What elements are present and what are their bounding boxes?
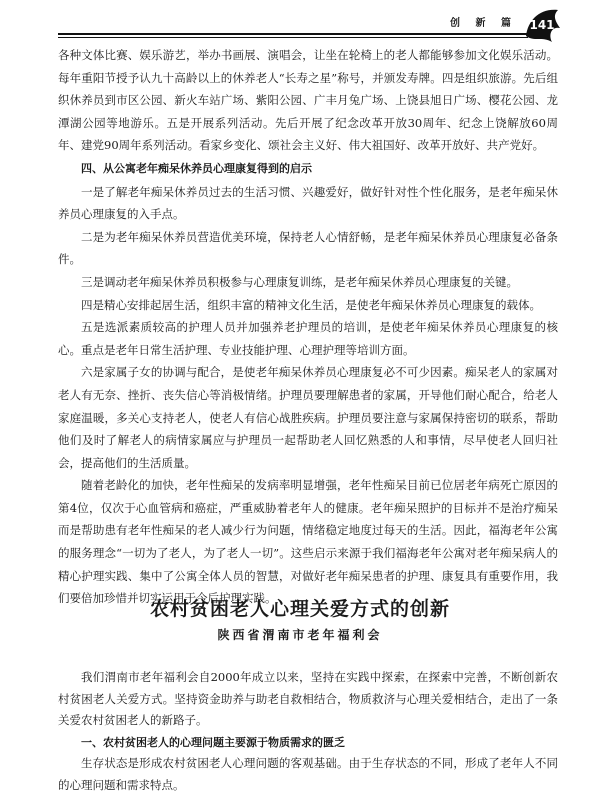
header-rule-thin (58, 37, 528, 38)
section-heading-text: 四、从公寓老年痴呆休养员心理康复得到的启示 (81, 161, 312, 175)
paragraph-insight-3: 三是调动老年痴呆休养员积极参与心理康复训练，是老年痴呆休养员心理康复的关键。 (81, 274, 518, 289)
paragraph-insight-2: 二是为老年痴呆休养员营造优美环境，保持老人心情舒畅，是老年痴呆休养员心理康复必备条件。 (58, 229, 558, 267)
paragraph-insight-5: 五是选派素质较高的护理人员并加强养老护理员的培训，是使老年痴呆休养员心理康复的核心。重点是老年日常生活护理、专业技能护理、心理护理等培训方面。 (58, 320, 558, 357)
article2-author: 陕西省渭南市老年福利会 (217, 628, 383, 642)
article2-paragraph-2: 生存状态是形成农村贫困老人心理问题的客观基础。由于生存状态的不同，形成了老年人不同的心理问题和需求特点。 (58, 756, 558, 792)
header-rule (58, 33, 528, 35)
article2-paragraph-intro: 我们渭南市老年福利会自2000年成立以来，坚持在实践中探索，在探索中完善，不断创新农村贫困老人关爱方式。坚持资金助养与助老自救相结合，物质救济与心理关爱相结合，走出了一条关爱农村贫困老人的新路子。 (58, 670, 558, 727)
paragraph-insight-6: 六是家属子女的协调与配合，是使老年痴呆休养员心理康复必不可少因素。痴呆老人的家属对老人有无奈、挫折、丧失信心等消极情绪。护理员要理解患者的家属，开导他们耐心配合，给老人家庭温暖，多关心支持老人，使老人有信心战胜疾病。护理员要注意与家属保持密切的联系，帮助他们及时了解老人的病情家属应与护理员一起帮助老人回忆熟悉的人和事情，尽早使老人回归社会，提高他们的生活质量。 (58, 365, 558, 470)
page-header (0, 0, 600, 44)
article2-title: 农村贫困老人心理关爱方式的创新 (149, 598, 450, 620)
running-head: 创 新 篇 (450, 18, 517, 29)
article2-section-heading-1 (58, 732, 558, 754)
page-number: 141 (529, 18, 555, 32)
paragraph-insight-4: 四是精心安排起居生活，组织丰富的精神文化生活，是使老年痴呆休养员心理康复的载体。 (81, 297, 541, 312)
article2-body (58, 667, 558, 796)
article1-body (58, 44, 558, 610)
section-heading-4 (58, 157, 558, 181)
paragraph-conclusion: 随着老龄化的加快，老年性痴呆的发病率明显增强，老年性痴呆目前已位居老年病死亡原因的第4位，仅次于心血管病和癌症，严重威胁着老年人的健康。老年痴呆照护的目标并不是治疗痴呆而是帮助患有老年性痴呆的老人减少行为问题，情绪稳定地度过每天的生活。因此，福海老年公寓的服务理念“一切为了老人，为了老人一切”。这些启示来源于我们福海老年公寓对老年痴呆病人的精心护理实践、集中了公寓全体人员的智慧，对做好老年痴呆患者的护理、康复具有重要作用，我们要倍加珍惜并切实运用于今后护理实践。 (58, 478, 558, 606)
paragraph-insight-1: 一是了解老年痴呆休养员过去的生活习惯、兴趣爱好，做好针对性个性化服务，是老年痴呆休养员心理康复的入手点。 (58, 184, 558, 222)
paragraph-continued: 各种文体比赛、娱乐游艺，举办书画展、演唱会，让坐在轮椅上的老人都能够参加文化娱乐活动。每年重阳节授予认九十高龄以上的休养老人“长寿之星”称号，并颁发寿牌。四是组织旅游。先后组织休养员到市区公园、新火车站广场、紫阳公园、广丰月兔广场、上饶县旭日广场、樱花公园、龙潭湖公园等地游乐。五是开展系列活动。先后开展了纪念改革开放30周年、纪念上饶解放60周年、建党90周年系列活动。看家乡变化、颂社会主义好、伟大祖国好、改革开放好、共产党好。 (58, 48, 558, 153)
section-heading-text: 一、农村贫困老人的心理问题主要源于物质需求的匮乏 (81, 735, 345, 749)
